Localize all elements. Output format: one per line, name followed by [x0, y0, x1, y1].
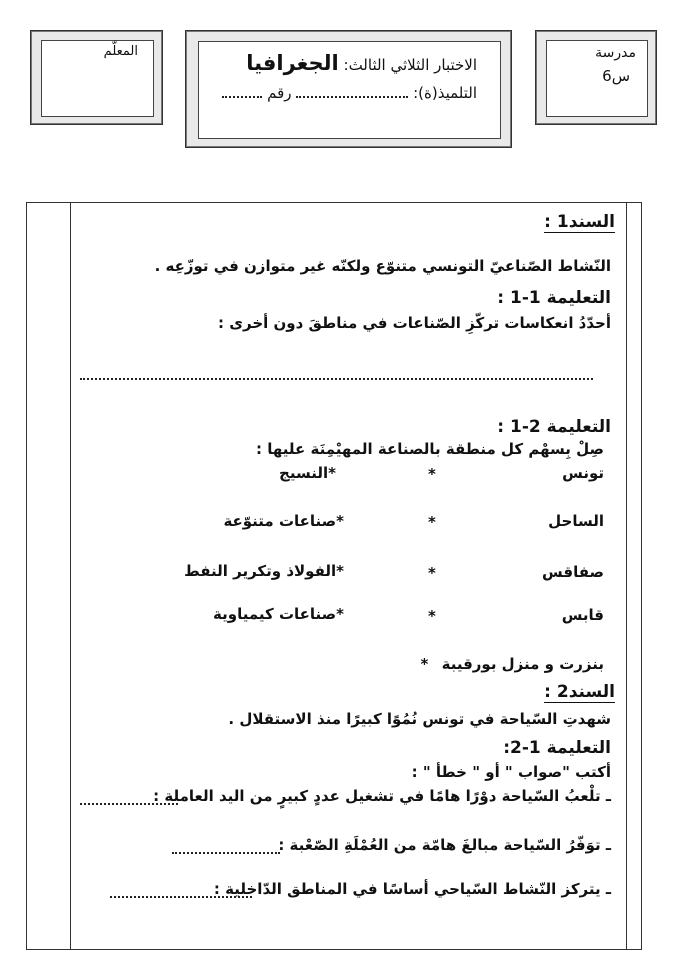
task3-text: أكتب "صواب " أو " خطأ " : [411, 763, 611, 781]
industry-diverse: *صناعات متنوّعة [223, 512, 344, 530]
task1-heading: التعليمة 1-1 : [497, 288, 611, 308]
star-4[interactable]: * [428, 607, 436, 625]
student-name-field[interactable] [296, 96, 408, 98]
right-margin-line [626, 202, 627, 950]
statement-3-answer[interactable] [110, 896, 252, 898]
task1-answer-line[interactable] [80, 378, 593, 380]
student-line [222, 84, 477, 102]
region-sahel: الساحل [548, 512, 604, 530]
task2-text: صِلْ بِسهْم كل منطقة بالصناعة المهيْمِنَة عليها : [256, 440, 604, 458]
school-label: مدرسة [595, 45, 636, 61]
grade-label: س6 [602, 67, 630, 85]
student-label: التلميذ(ة): [413, 84, 477, 102]
number-field[interactable] [222, 96, 262, 98]
doc1-heading: السند1 : [544, 212, 615, 232]
region-bizerte: بنزرت و منزل بورقيبة [441, 655, 604, 673]
industry-chemical: *صناعات كيمياوية [213, 605, 344, 623]
statement-3: ـ يتركز النّشاط السّياحي أساسًا في المناطق الدّاخلية : [213, 880, 611, 898]
doc2-text: شهدتِ السّياحة في تونس نُمُوًا كبيرًا منذ الاستقلال . [228, 710, 611, 728]
star-3[interactable]: * [428, 564, 436, 582]
industry-textile: *النسيج [279, 464, 336, 482]
industry-steel-oil: *الفولاذ وتكرير النفط [184, 562, 344, 580]
region-gabes: قابس [561, 606, 604, 624]
region-tunis: تونس [562, 464, 604, 482]
statement-1: ـ تلْعبُ السّياحة دوْرًا هامًا في تشغيل عددٍ كبيرٍ من اليد العاملة : [153, 787, 611, 805]
task2-heading: التعليمة 2-1 : [497, 417, 611, 437]
school-box [535, 30, 657, 125]
statement-1-answer[interactable] [80, 803, 178, 805]
teacher-box [30, 30, 163, 125]
star-1[interactable]: * [428, 465, 436, 483]
task3-heading: التعليمة 1-2: [503, 738, 611, 758]
test-title: الاختبار الثلاثي الثالث: [343, 56, 477, 74]
region-sfax: صفاقس [542, 563, 604, 581]
task1-text: أحدّدُ انعكاسات تركّزِ الصّناعات في مناطقَ دون أخرى : [218, 314, 611, 332]
test-title-line [246, 51, 477, 75]
region-bizerte-line [421, 655, 604, 673]
star-5[interactable]: * [420, 655, 429, 673]
margin-line [70, 202, 71, 950]
subject-title: الجغرافيا [246, 51, 339, 75]
statement-2: ـ توَفّرُ السّياحة مبالغَ هامّة من العُمْلَةِ الصّعْبة : [278, 836, 611, 854]
doc1-text: النّشاط الصّناعيّ التونسي متنوّع ولكنّه غير متوازن في توزّعِه . [154, 257, 611, 275]
doc2-heading: السند2 : [544, 682, 615, 702]
teacher-label: المعلّم [103, 44, 138, 59]
number-label: رقم [267, 84, 292, 102]
title-box [185, 30, 512, 148]
star-2[interactable]: * [428, 513, 436, 531]
statement-2-answer[interactable] [172, 852, 280, 854]
